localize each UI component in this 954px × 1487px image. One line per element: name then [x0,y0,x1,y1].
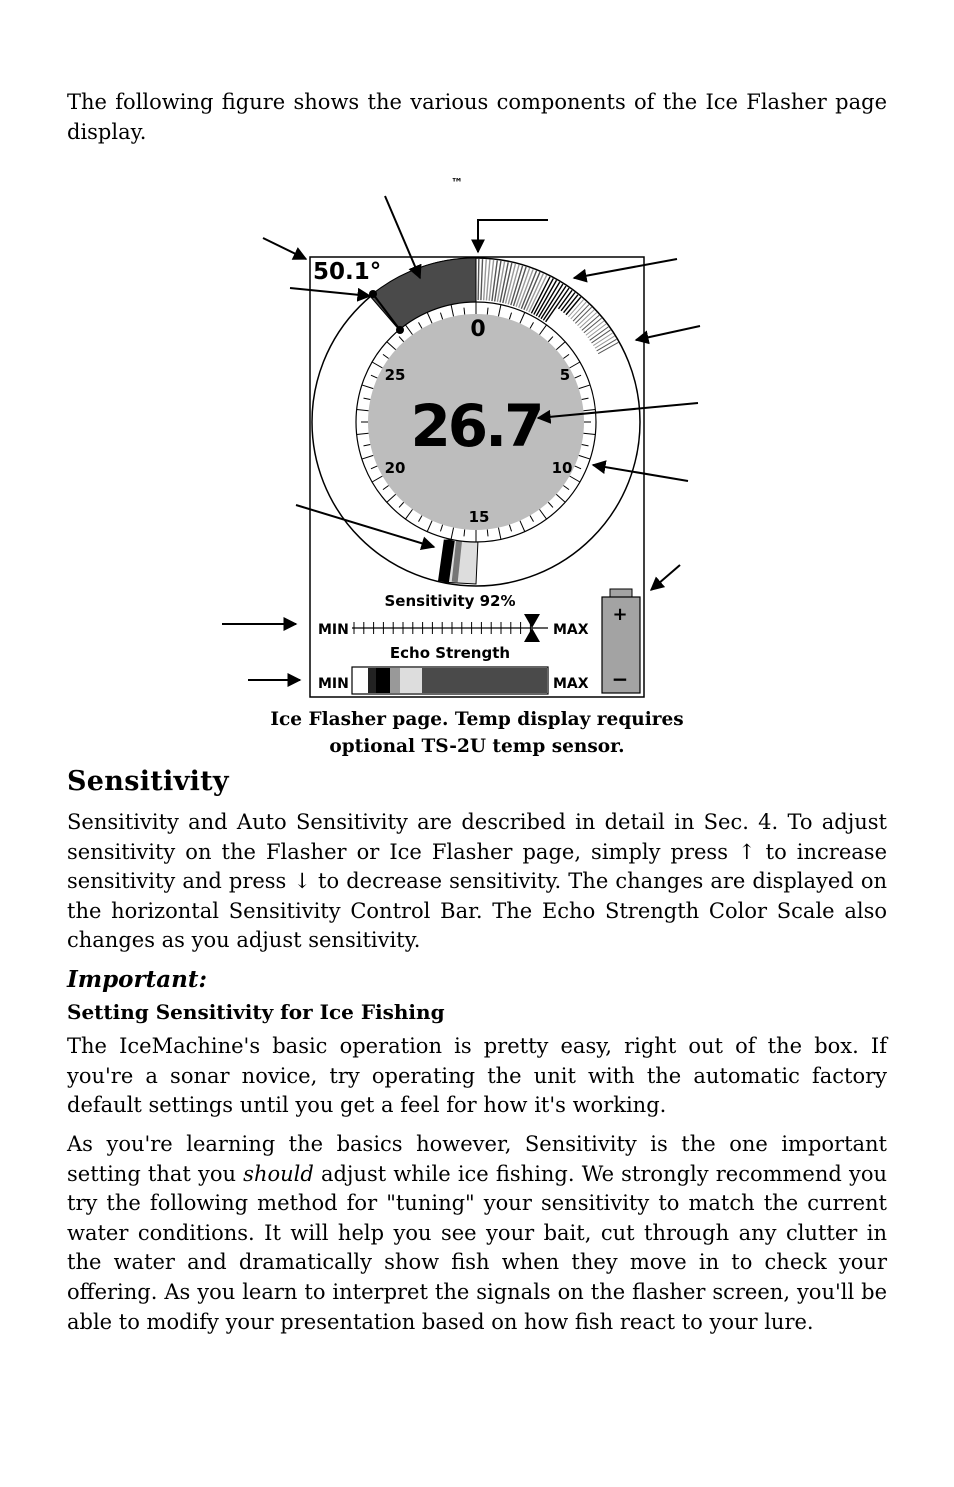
ice-flasher-figure [200,170,740,710]
tuning-text-start: As you're learning the basics however, Sensitivity is the one important setting that you [67,1132,887,1186]
tuning-text-end: adjust while ice fishing. We strongly recommend you try the following method for "tuning" your sensitivity to match the current water conditions. It will help you see your bait, cut through any clutter in the water and dramatically show fish when they move in to check your offering. As you learn to interpret the signals on the flasher screen, you'll be able to modify your presentation based on how fish react to your lure. [67,1161,888,1334]
depth-reading: 26.7 [410,392,542,460]
figure-caption [200,706,754,760]
dial-label-0: 0 [470,317,486,342]
echo-strength-label: Echo Strength [389,644,511,662]
dial-label-10: 10 [551,459,573,477]
sensitivity-min: MIN [318,622,349,638]
heading-setting-sensitivity: Setting Sensitivity for Ice Fishing [67,1000,445,1024]
heading-important: Important: [67,966,207,993]
dial-label-15: 15 [468,508,490,526]
tuning-paragraph [67,1130,887,1337]
dial-label-5: 5 [559,366,571,384]
temperature-reading: 50.1° [313,259,382,285]
dial-label-20: 20 [384,459,406,477]
heading-sensitivity: Sensitivity [67,766,229,797]
trademark-symbol: ™ [451,176,463,190]
intro-paragraph: The following figure shows the various components of the Ice Flasher page display. [67,90,887,144]
zone-marker-dot-top [369,290,377,298]
basic-operation-paragraph: The IceMachine's basic operation is pretty easy, right out of the box. If you're a sonar novice, try operating the unit with the automatic factory default settings until you get a feel for how it's working. [67,1034,887,1118]
battery-plus: + [612,604,628,625]
caption-line-2: optional TS-2U temp sensor. [329,736,625,757]
sensitivity-paragraph: Sensitivity and Auto Sensitivity are described in detail in Sec. 4. To adjust sensitivity on the Flasher or Ice Flasher page, simply press ↑ to increase sensitivity and press ↓ to decrease sensitivity. The changes are displayed on the horizontal Sensitivity Control Bar. The Echo Strength Color Scale also changes as you adjust sensitivity. [67,810,887,953]
echo-max: MAX [553,676,589,692]
caption-line-1: Ice Flasher page. Temp display requires [270,709,684,730]
tuning-emphasis: should [243,1161,314,1186]
sensitivity-label: Sensitivity 92% [384,592,516,610]
sensitivity-max: MAX [553,622,589,638]
echo-strength-scale [352,667,548,694]
battery-minus: − [611,667,629,691]
signal-stripe [478,259,479,300]
echo-min: MIN [318,676,349,692]
dial-label-25: 25 [384,366,406,384]
battery-icon [602,589,640,693]
zone-marker-dot-bottom [396,326,404,334]
